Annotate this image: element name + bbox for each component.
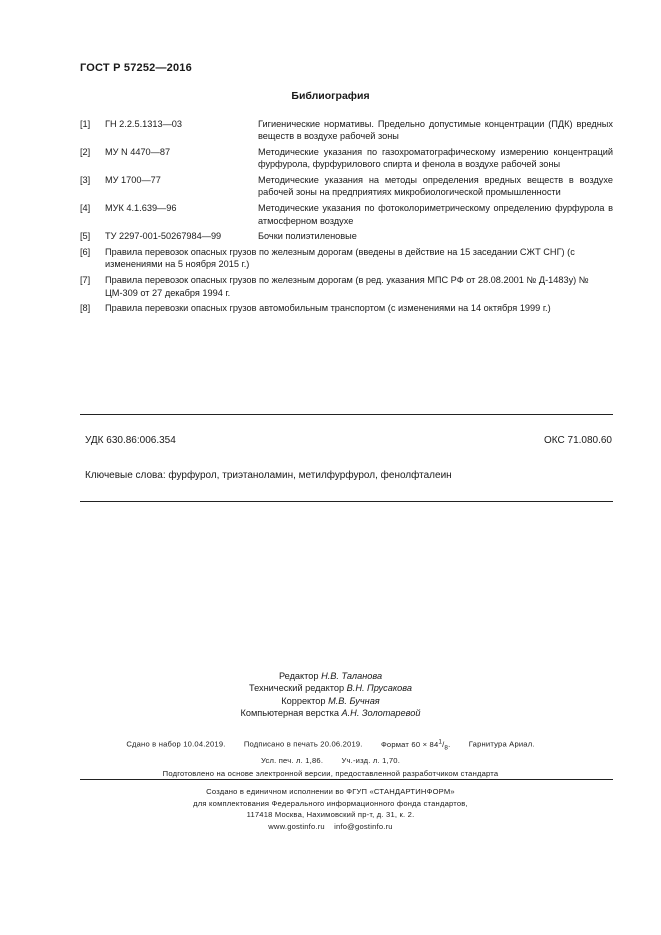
entry-description: Методические указания по фотоколориметрическому определению фурфурола в атмосферном воздухе: [258, 203, 613, 226]
entry-code: ТУ 2297-001-50267984—99: [105, 231, 222, 242]
email-link[interactable]: info@gostinfo.ru: [334, 821, 393, 831]
entry-number: [1]: [80, 119, 91, 129]
print-imprint: [0, 735, 661, 780]
publisher-line-2: для комплектования Федерального информационного фонда стандартов,: [193, 798, 468, 808]
entry-code: МУК 4.1.639—96: [105, 203, 177, 214]
standard-code: ГОСТ Р 57252—2016: [80, 62, 192, 74]
editor-label: Редактор: [278, 671, 319, 681]
corrector-name: М.В. Бучная: [328, 695, 380, 706]
corrector-label: Корректор: [281, 695, 326, 706]
entry-number: [3]: [80, 175, 91, 186]
publisher-block: [0, 786, 661, 832]
entry-description: Правила перевозок опасных грузов по железным дорогам (введены в действие на 15 заседании СЖТ СНГ) (с изменениями на 5 ноября 2015 г.): [105, 247, 575, 270]
imprint-divider: [80, 779, 613, 780]
paper-format: Формат $60 \times 84^1/_8$.: [380, 738, 451, 752]
entry-code: МУ N 4470—87: [105, 147, 171, 158]
print-sheets: Усл. печ. л. 1,86.: [260, 756, 324, 766]
bibliography-entry: [80, 274, 613, 299]
entry-number: [4]: [80, 203, 91, 214]
publisher-address: 117418 Москва, Нахимовский пр-т, д. 31, к. 2.: [246, 810, 415, 819]
publisher-line-1: Создано в единичном исполнении во ФГУП «СТАНДАРТИНФОРМ»: [206, 787, 455, 796]
submitted-date: Сдано в набор 10.04.2019.: [126, 739, 226, 749]
imprint-line-1: [0, 735, 661, 754]
signed-date: Подписано в печать 20.06.2019.: [243, 739, 363, 749]
imprint-line-2: [0, 754, 661, 767]
entry-number: [2]: [80, 147, 91, 158]
entry-description: Правила перевозок опасных грузов по железным дорогам (в ред. указания МПС РФ от 28.08.2001 № Д-1483у) № ЦМ-309 от 27 декабря 1994 г.: [105, 275, 589, 298]
entry-description: Методические указания на методы определения вредных веществ в воздухе рабочей зоны на предприятиях микробиологической промышленности: [258, 175, 613, 198]
publishing-sheets: Уч.-изд. л. 1,70.: [341, 756, 401, 766]
section-divider: [80, 414, 613, 415]
editor-line: [0, 670, 661, 682]
corrector-line: [0, 695, 661, 707]
entry-code: МУ 1700—77: [105, 175, 161, 186]
keywords-divider: [80, 501, 613, 502]
editorial-credits: [0, 670, 661, 719]
prepared-note: Подготовлено на основе электронной версии, предоставленной разработчиком стандарта: [162, 769, 499, 779]
tech-editor-line: [0, 682, 661, 694]
bibliography-list: [80, 118, 613, 318]
keywords-line: Ключевые слова: фурфурол, триэтаноламин, метилфурфурол, фенолфталеин: [85, 470, 452, 481]
entry-number: [8]: [80, 303, 91, 314]
tech-editor-name: В.Н. Прусакова: [346, 683, 412, 694]
bibliography-entry: [80, 246, 613, 271]
oks-code: ОКС 71.080.60: [544, 435, 612, 446]
entry-number: [5]: [80, 231, 91, 242]
udk-code: УДК 630.86:006.354: [85, 435, 176, 446]
entry-description: Бочки полиэтиленовые: [258, 231, 357, 242]
entry-code: ГН 2.2.5.1313—03: [105, 119, 182, 129]
bibliography-entry: [80, 146, 613, 171]
bibliography-title: Библиография: [291, 90, 370, 102]
tech-editor-label: Технический редактор: [249, 683, 345, 694]
editor-name: Н.В. Таланова: [321, 671, 383, 681]
layout-line: [0, 707, 661, 719]
entry-description: Гигиенические нормативы. Предельно допустимые концентрации (ПДК) вредных веществ в воздухе рабочей зоны: [258, 119, 613, 142]
bibliography-entry: [80, 230, 613, 242]
typeface: Гарнитура Ариал.: [468, 739, 535, 749]
bibliography-entry: [80, 302, 613, 314]
entry-description: Методические указания по газохроматографическому измерению концентраций фурфурола, фурфурилового спирта и фенола в воздухе рабочей зоны: [258, 147, 613, 170]
entry-number: [6]: [80, 247, 91, 258]
layout-name: А.Н. Золотаревой: [341, 707, 421, 718]
entry-number: [7]: [80, 275, 91, 286]
bibliography-entry: [80, 118, 613, 143]
website-link[interactable]: www.gostinfo.ru: [268, 821, 325, 831]
publisher-contacts: [0, 821, 661, 833]
layout-label: Компьютерная верстка: [240, 707, 339, 718]
bibliography-entry: [80, 202, 613, 227]
bibliography-entry: [80, 174, 613, 199]
entry-description: Правила перевозки опасных грузов автомобильным транспортом (с изменениями на 14 октября 1999 г.): [105, 303, 551, 314]
